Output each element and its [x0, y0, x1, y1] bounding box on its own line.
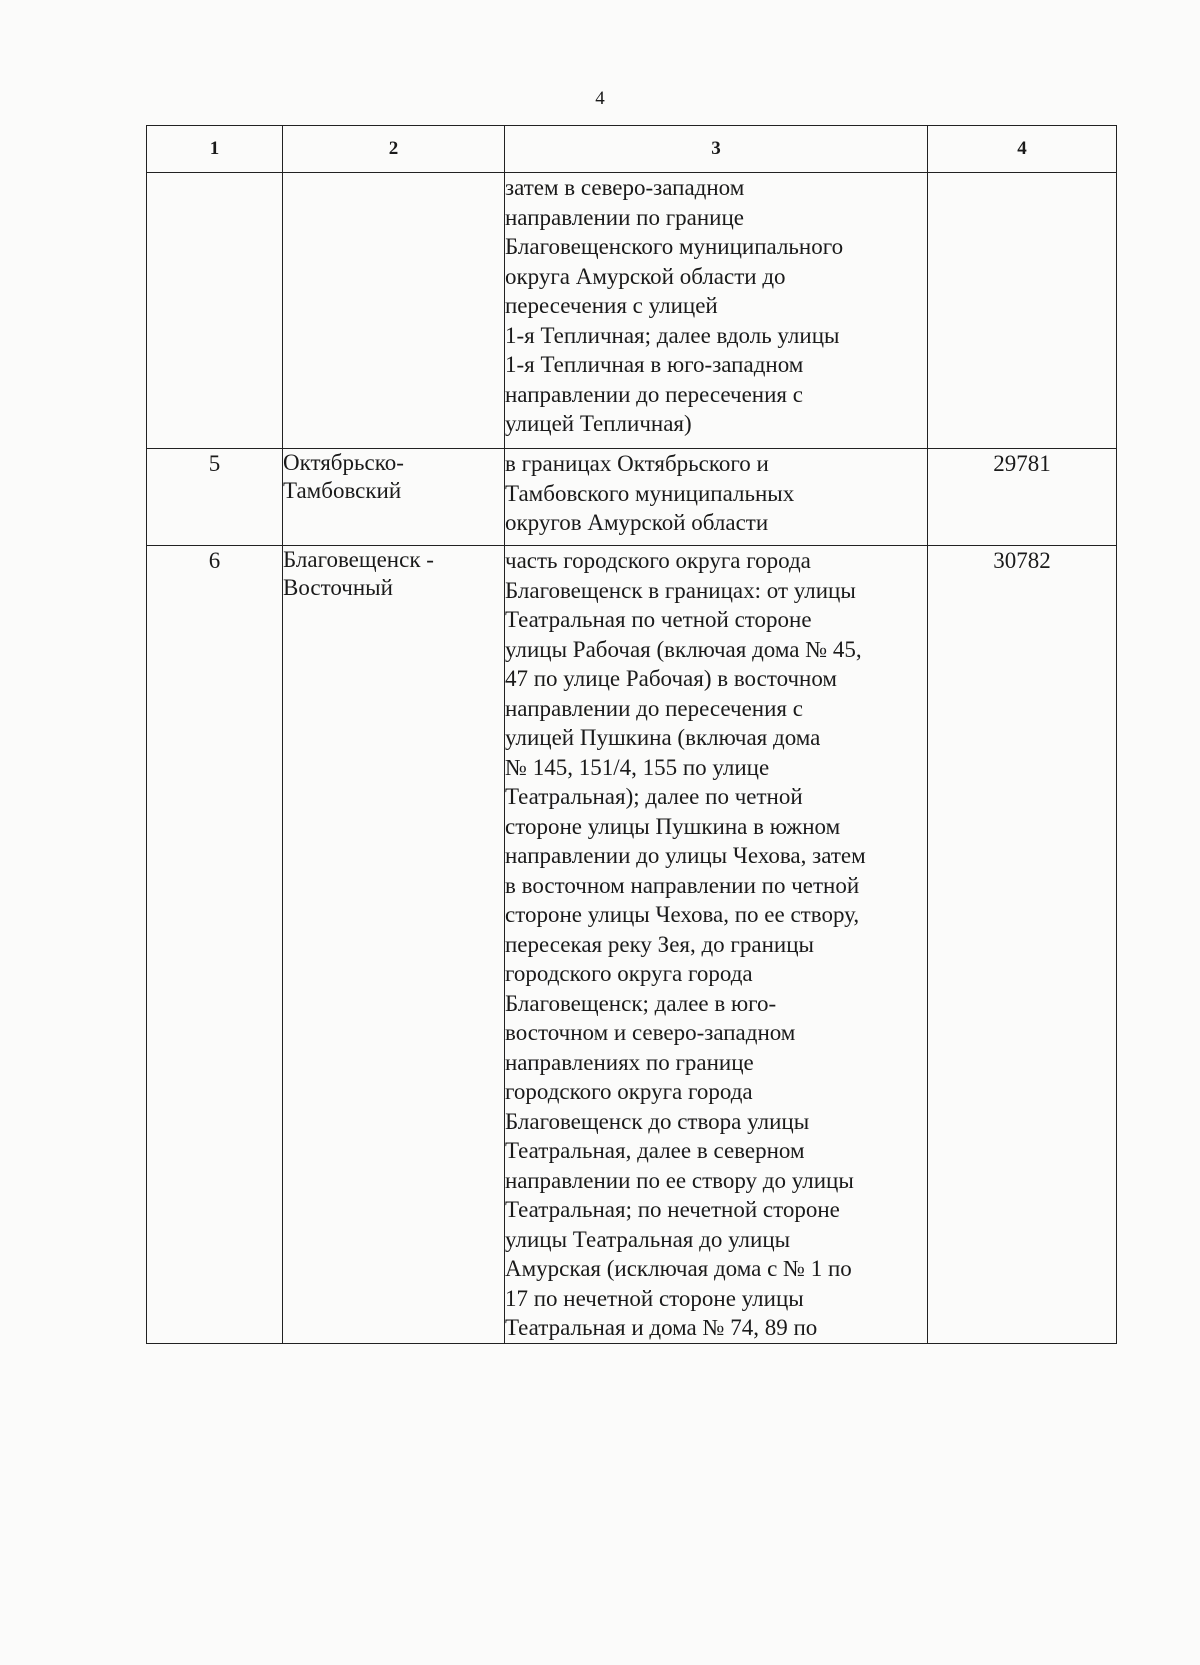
districts-table [146, 125, 1117, 1344]
column-header-number: 1 [147, 126, 283, 173]
district-name [283, 173, 505, 449]
district-boundary-description: в границах Октябрьского и Тамбовского муниципальных округов Амурской области [505, 449, 928, 546]
column-header-name: 2 [283, 126, 505, 173]
district-name: Октябрьско- Тамбовский [283, 449, 505, 546]
row-number [147, 173, 283, 449]
row-number: 5 [147, 449, 283, 546]
district-boundary-description: затем в северо-западном направлении по границе Благовещенского муниципального округа Амурской области до пересечения с улицей 1-я Тепличная; далее вдоль улицы 1-я Тепличная в юго-западном направлении до пересечения с улицей Тепличная) [505, 173, 928, 449]
district-value [928, 173, 1117, 449]
column-header-value: 4 [928, 126, 1117, 173]
table-row [147, 449, 1117, 546]
page-number: 4 [595, 88, 605, 109]
table-row [147, 173, 1117, 449]
table-row [147, 546, 1117, 1344]
district-name: Благовещенск - Восточный [283, 546, 505, 1344]
table-header-row [147, 126, 1117, 173]
district-boundary-description: часть городского округа города Благовещенск в границах: от улицы Театральная по четной стороне улицы Рабочая (включая дома № 45, 47 по улице Рабочая) в восточном направлении до пересечения с улицей Пушкина (включая дома № 145, 151/4, 155 по улице Театральная); далее по четной стороне улицы Пушкина в южном направлении до улицы Чехова, затем в восточном направлении по четной стороне улицы Чехова, по ее створу, пересекая реку Зея, до границы городского округа города Благовещенск; далее в юго- восточном и северо-западном направлениях по границе городского округа города Благовещенск до створа улицы Театральная, далее в северном направлении по ее створу до улицы Театральная; по нечетной стороне улицы Театральная до улицы Амурская (исключая дома с № 1 по 17 по нечетной стороне улицы Театральная и дома № 74, 89 по [505, 546, 928, 1344]
district-value: 29781 [928, 449, 1117, 546]
row-number: 6 [147, 546, 283, 1344]
column-header-description: 3 [505, 126, 928, 173]
district-value: 30782 [928, 546, 1117, 1344]
